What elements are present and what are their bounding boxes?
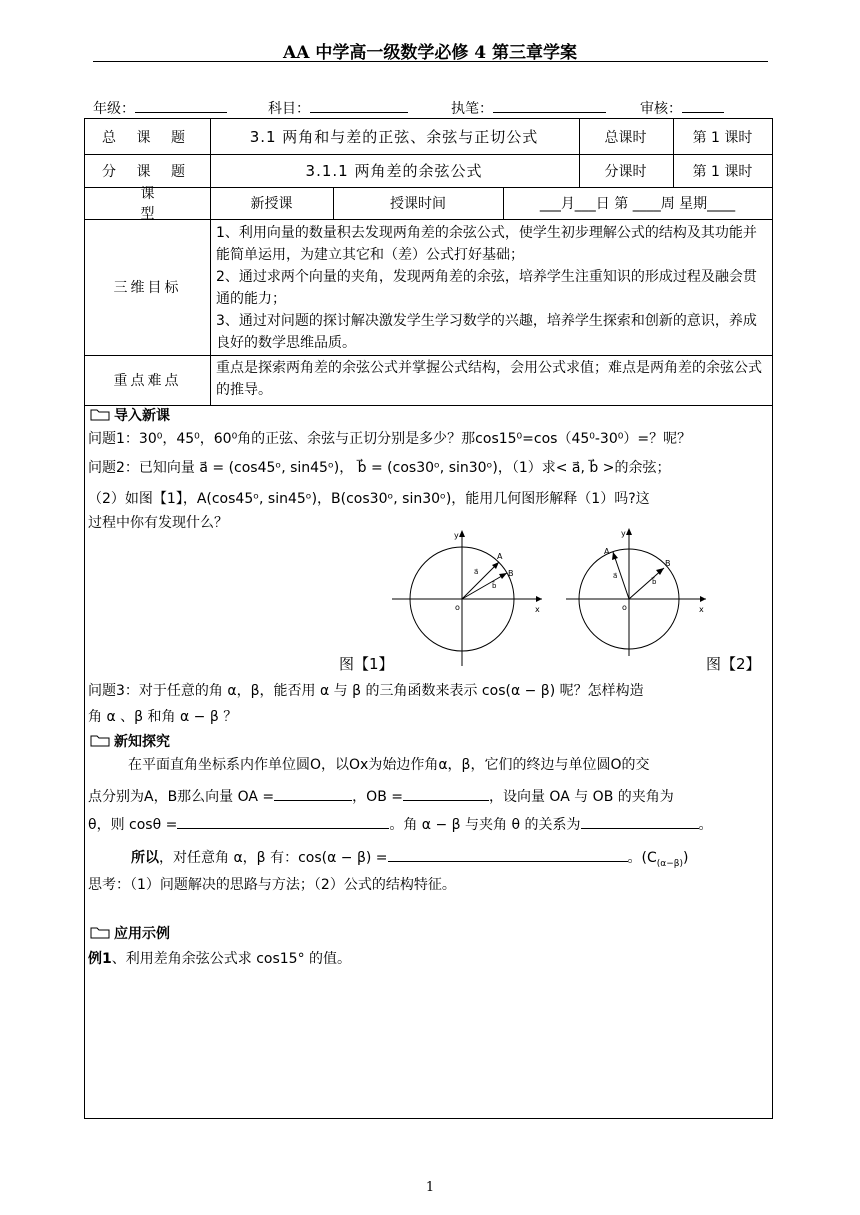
- formula-line: 所以，对任意角 α，β 有：cos(α − β) = 。$(C_{(\alpha-\beta)})$: [131, 845, 689, 869]
- formula-blank[interactable]: [388, 845, 628, 862]
- folder-icon: [90, 927, 110, 939]
- subject-blank: [310, 98, 408, 113]
- subject-label: 科目：: [268, 101, 310, 117]
- example-1: 例1、利用差角余弦公式求 cos15° 的值。: [88, 951, 352, 967]
- sub-topic-value: 3.1.1 两角差的余弦公式: [305, 162, 483, 180]
- apply-heading: [90, 923, 170, 943]
- goals-list: [216, 222, 768, 354]
- grade-label: 年级：: [93, 101, 135, 117]
- folder-icon: [90, 735, 110, 747]
- sub-hours-label: 分课时: [604, 163, 647, 180]
- explore-paragraph-2: 点分别为A，B那么向量 OA = ，OB = ，设向量 OA 与 OB 的夹角为: [88, 784, 674, 806]
- explore-paragraph-3: θ，则 cosθ = 。角 α − β 与夹角 θ 的关系为 。: [88, 812, 713, 834]
- vector-a-label: a⃗: [474, 568, 479, 576]
- explore-title: 新知探究: [114, 734, 170, 750]
- vector-a-label: a⃗: [613, 572, 618, 580]
- point-a-label: A: [604, 547, 610, 556]
- y-axis-label: y: [621, 529, 626, 538]
- lesson-time-label: 授课时间: [390, 196, 446, 212]
- origin-label: o: [455, 603, 460, 612]
- review-label: 审核：: [640, 101, 682, 117]
- point-b-label: B: [508, 569, 514, 578]
- sub-topic-label: 分 课 题: [102, 163, 193, 180]
- goal-item: 3、通过对问题的探讨解决激发学生学习数学的兴趣，培养学生探索和创新的意识，养成良好的数学思维品质。: [216, 313, 757, 351]
- page-title: AA 中学高一级数学必修 4 第三章学案: [283, 43, 577, 63]
- vector-b-label: b⃗: [652, 578, 657, 586]
- origin-label: o: [622, 603, 627, 612]
- goal-item: 1、利用向量的数量积去发现两角差的余弦公式，使学生初步理解公式的结构及其功能并能简单运用，为建立其它和（差）公式打好基础；: [216, 225, 757, 263]
- figure-2-caption: 图【2】: [706, 655, 761, 673]
- question-2-line-b: （2）如图【1】，A(cos45ᵒ, sin45ᵒ)，B(cos30ᵒ, sin30ᵒ)，能用几何图形解释（1）吗?这: [88, 491, 650, 507]
- question-2-line-a: 问题2：已知向量 a⃗ = (cos45ᵒ, sin45ᵒ)， b⃗ = (cos30ᵒ, sin30ᵒ)，（1）求< a⃗, b⃗ >的余弦；: [88, 460, 671, 476]
- x-axis-label: x: [535, 605, 540, 614]
- key-points-text: 重点是探索两角差的余弦公式并掌握公式结构，会用公式求值；难点是两角差的余弦公式的推导。: [216, 360, 762, 398]
- folder-icon: [90, 409, 110, 421]
- total-topic-label: 总 课 题: [102, 129, 193, 146]
- page-number: 1: [425, 1180, 435, 1195]
- think-line: 思考：（1）问题解决的思路与方法；（2）公式的结构特征。: [88, 877, 456, 893]
- goal-item: 2、通过求两个向量的夹角，发现两角差的余弦，培养学生注重知识的形成过程及融会贯通的能力；: [216, 269, 757, 307]
- x-axis-label: x: [699, 605, 704, 614]
- review-field: [640, 98, 724, 118]
- author-label: 执笔：: [451, 101, 493, 117]
- key-points-label: 重点难点: [113, 373, 182, 389]
- point-b-label: B: [665, 559, 671, 568]
- intro-heading: [90, 405, 170, 425]
- lesson-time-value: ___月___日 第 ____周 星期____: [539, 196, 736, 212]
- grade-field: [93, 98, 227, 118]
- cos-theta-blank[interactable]: [177, 812, 389, 829]
- unit-circle-figure-2: [566, 526, 716, 666]
- vector-b-label: b⃗: [492, 582, 497, 590]
- question-2-line-c: 过程中你有发现什么？: [88, 515, 228, 531]
- y-axis-label: y: [454, 531, 459, 540]
- total-topic-value: 3.1 两角和与差的正弦、余弦与正切公式: [249, 128, 539, 146]
- lesson-type-value: 新授课: [250, 196, 293, 212]
- explore-heading: [90, 731, 170, 751]
- lesson-type-label: 课 型: [140, 186, 185, 222]
- sub-hours-value: 第 1 课时: [692, 163, 753, 180]
- oa-answer-blank[interactable]: [274, 784, 352, 801]
- explore-paragraph-1: 在平面直角坐标系内作单位圆O，以Ox为始边作角α，β，它们的终边与单位圆O的交: [128, 757, 650, 773]
- goals-label: 三维目标: [113, 280, 182, 296]
- total-hours-value: 第 1 课时: [692, 129, 753, 146]
- point-a-label: A: [497, 552, 503, 561]
- figure-1-caption: 图【1】: [339, 655, 394, 673]
- total-hours-label: 总课时: [604, 129, 647, 146]
- subject-field: [268, 98, 408, 118]
- author-blank: [493, 98, 606, 113]
- row-divider: [85, 405, 772, 406]
- question-3-line-a: 问题3：对于任意的角 α，β，能否用 α 与 β 的三角函数来表示 cos(α − β) 呢？怎样构造: [88, 683, 644, 699]
- question-1: 问题1：30⁰，45⁰，60⁰角的正弦、余弦与正切分别是多少？那cos15⁰=cos（45⁰-30⁰）=？呢？: [88, 431, 692, 447]
- ob-answer-blank[interactable]: [403, 784, 489, 801]
- apply-title: 应用示例: [114, 926, 170, 942]
- relation-blank[interactable]: [581, 812, 699, 829]
- review-blank: [682, 98, 724, 113]
- header-rule: [93, 61, 768, 62]
- grade-blank: [135, 98, 227, 113]
- unit-circle-figure-1: [392, 526, 552, 676]
- intro-title: 导入新课: [114, 408, 170, 424]
- author-field: [451, 98, 606, 118]
- question-3-line-b: 角 α 、β 和角 α − β ？: [88, 709, 238, 725]
